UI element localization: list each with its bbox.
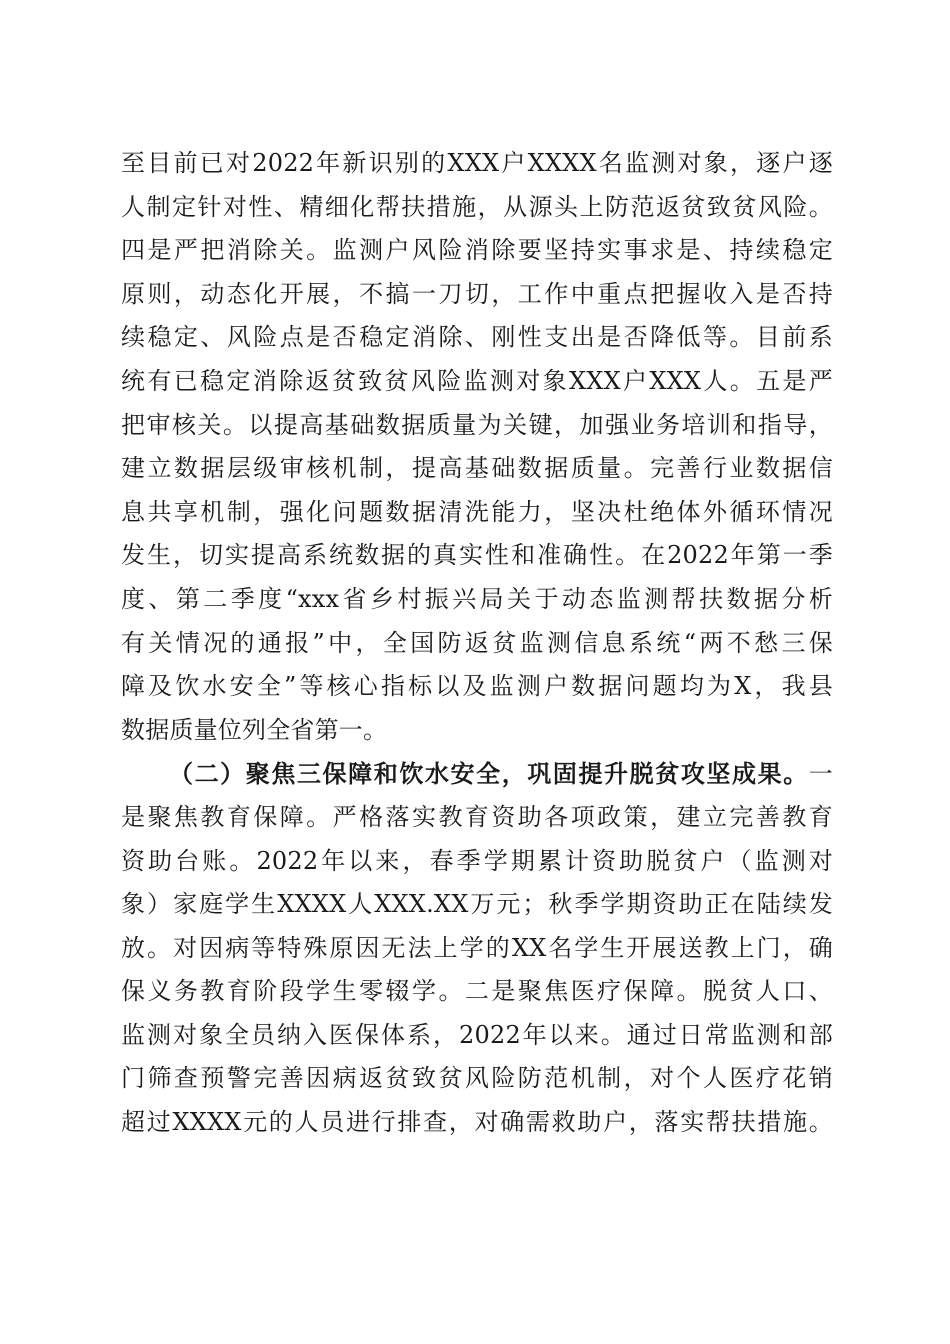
text-line: 资助台账。2022年以来，春季学期累计资助脱贫户（监测对 [121,846,833,875]
text-line: 建立数据层级审核机制，提高基础数据质量。完善行业数据信 [121,454,833,483]
text-line: 至目前已对2022年新识别的XXX户XXXX名监测对象，逐户逐 [121,149,833,177]
text-line: 四是严把消除关。监测户风险消除要坚持实事求是、持续稳定 [121,236,833,265]
section-heading: （二）聚焦三保障和饮水安全，巩固提升脱贫攻坚成果。 [169,759,809,789]
text-line: 统有已稳定消除返贫致贫风险监测对象XXX户XXX人。五是严 [121,366,833,395]
text-line: 发生，切实提高系统数据的真实性和准确性。在2022年第一季 [121,541,833,570]
text-line: 超过XXXX元的人员进行排查，对确需救助户，落实帮扶措施。 [121,1108,833,1137]
paragraph-end-line: 数据质量位列全省第一。 [121,715,388,744]
text-line: 门筛查预警完善因病返贫致贫风险防范机制，对个人医疗花销 [121,1064,833,1093]
text-line: 放。对因病等特殊原因无法上学的XX名学生开展送教上门，确 [121,933,833,962]
text-line: 象）家庭学生XXXX人XXX.XX万元；秋季学期资助正在陆续发 [121,890,833,919]
text-line: 是聚焦教育保障。严格落实教育资助各项政策，建立完善教育 [121,802,833,831]
text-line: 保义务教育阶段学生零辍学。二是聚焦医疗保障。脱贫人口、 [121,977,833,1006]
section-heading-line [121,752,833,796]
text-line: 续稳定、风险点是否稳定消除、刚性支出是否降低等。目前系 [121,323,833,352]
section-heading-tail: 一 [808,760,833,789]
text-line: 人制定针对性、精细化帮扶措施，从源头上防范返贫致贫风险。 [121,192,833,221]
text-line: 息共享机制，强化问题数据清洗能力，坚决杜绝体外循环情况 [121,497,833,526]
text-line: 监测对象全员纳入医保体系，2022年以来。通过日常监测和部 [121,1020,833,1049]
text-line: 度、第二季度“xxx省乡村振兴局关于动态监测帮扶数据分析 [121,584,833,613]
document-body [121,142,833,1145]
text-line: 有关情况的通报”中，全国防返贫监测信息系统“两不愁三保 [121,628,833,657]
text-line: 障及饮水安全”等核心指标以及监测户数据问题均为X，我县 [121,672,833,701]
text-line: 原则，动态化开展，不搞一刀切，工作中重点把握收入是否持 [121,279,833,308]
text-line: 把审核关。以提高基础数据质量为关键，加强业务培训和指导， [121,410,833,439]
